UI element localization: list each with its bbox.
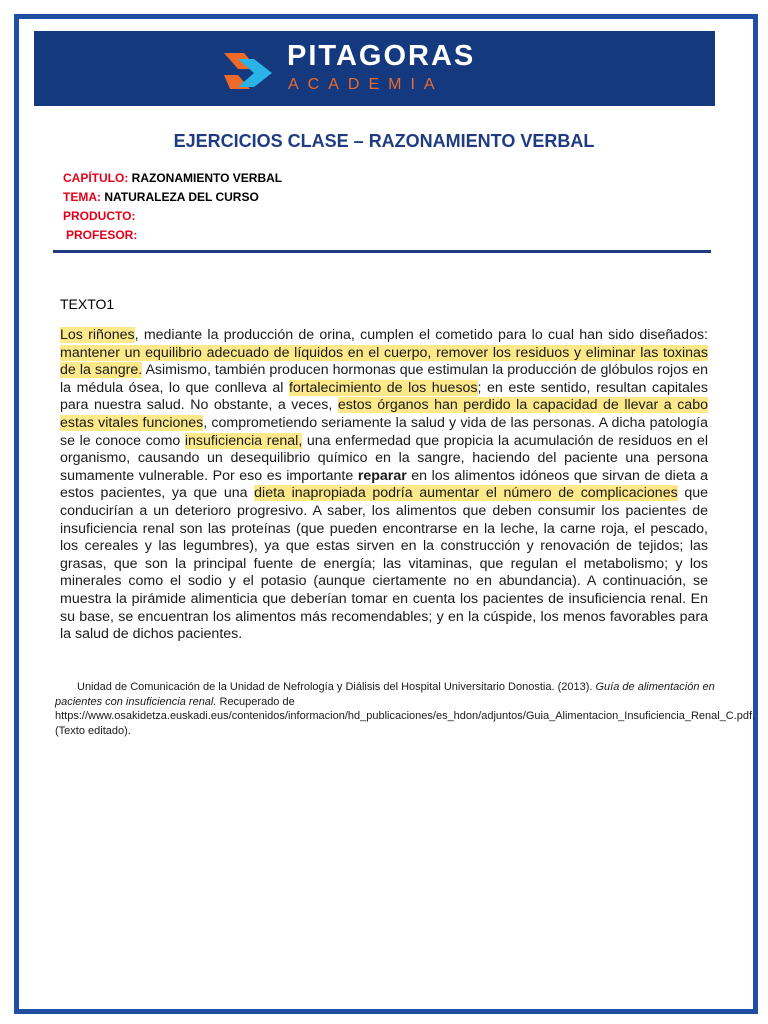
passage-segment: , mediante la producción de orina, cumplen el cometido para lo cual han sido diseñados: [134,327,709,343]
meta-producto-label: PRODUCTO: [63,209,136,223]
text-heading: TEXTO1 [60,296,115,312]
reference-url: Recuperado de https://www.osakidetza.euskadi.eus/contenidos/informacion/hd_publicaciones/es_hdon/adjuntos/Guia_Alimentacion_Insuficiencia_Renal_C.pdf. (Texto editado). [55,695,756,737]
passage-segment: en los alimentos idóneos que sirvan de dieta a estos pacientes, ya que una [60,467,708,502]
meta-capitulo-value: RAZONAMIENTO VERBAL [131,171,283,185]
highlight-3: fortalecimiento de los huesos [288,379,478,396]
meta-capitulo [63,171,282,185]
passage-segment: una enfermedad que propicia la acumulación de residuos en el organismo, causando un desequilibrio químico en la sangre, haciendo del paciente una persona sumamente vulnerable. Por eso es importante [60,432,708,484]
highlight-6: dieta inapropiada podría aumentar el número de complicaciones [254,485,678,502]
highlight-1: Los riñones [60,327,135,343]
passage-segment: , comprometiendo seriamente la salud y vida de las personas. A dicha patología se le conoce como [60,414,708,449]
passage-segment: que conducirían a un deterioro progresivo. A saber, los alimentos que deben consumir los pacientes de insuficiencia renal son las proteínas (que pueden encontrarse en la leche, la carne roja, el pescado, los cereales y las legumbres), ya que estas sirven en la construcción y renovación de tejidos; las grasas, que son la principal fuente de energía; las vitaminas, que regulan el metabolismo; y los minerales como el sodio y el potasio (aunque ciertamente no en abundancia). A continuación, se muestra la pirámide alimenticia que deberían tomar en cuenta los pacientes de insuficiencia renal. En su base, se encuentran los alimentos más recomendables; y en la cúspide, los menos favorables para la salud de dichos pacientes. [60,485,709,643]
pitagoras-logo-icon [222,47,274,95]
meta-tema-value: NATURALEZA DEL CURSO [104,190,259,204]
meta-tema-label: TEMA: [63,190,101,204]
meta-capitulo-label: CAPÍTULO: [63,171,129,185]
meta-profesor [66,228,137,242]
brand-subtitle: ACADEMIA [288,76,444,93]
document-title: EJERCICIOS CLASE – RAZONAMIENTO VERBAL [173,131,595,151]
brand-name: PITAGORAS [287,40,476,72]
reference-text: Unidad de Comunicación de la Unidad de Nefrología y Diálisis del Hospital Universitario Donostia. (2013). [77,681,596,693]
passage-segment: Asimismo, también producen hormonas que estimulan la producción de glóbulos rojos en la médula ósea, lo que conlleva al [60,362,708,396]
bold-word-reparar: reparar [357,467,407,484]
meta-tema [63,190,259,204]
source-reference [55,680,756,738]
reading-passage [60,327,708,644]
reference-title: Guía de alimentación en pacientes con insuficiencia renal. [55,681,715,708]
passage-segment: ; en este sentido, resultan capitales para nuestra salud. No obstante, a veces, [60,379,708,414]
meta-profesor-label: PROFESOR: [66,228,138,242]
highlight-2: mantener un equilibrio adecuado de líquidos en el cuerpo, remover los residuos y eliminar las toxinas de la sangre. [60,344,708,379]
highlight-4: estos órganos han perdido la capacidad de llevar a cabo estas vitales funciones [60,397,708,431]
section-divider [53,250,711,253]
highlight-5: insuficiencia renal, [184,432,303,449]
meta-producto [63,209,135,223]
